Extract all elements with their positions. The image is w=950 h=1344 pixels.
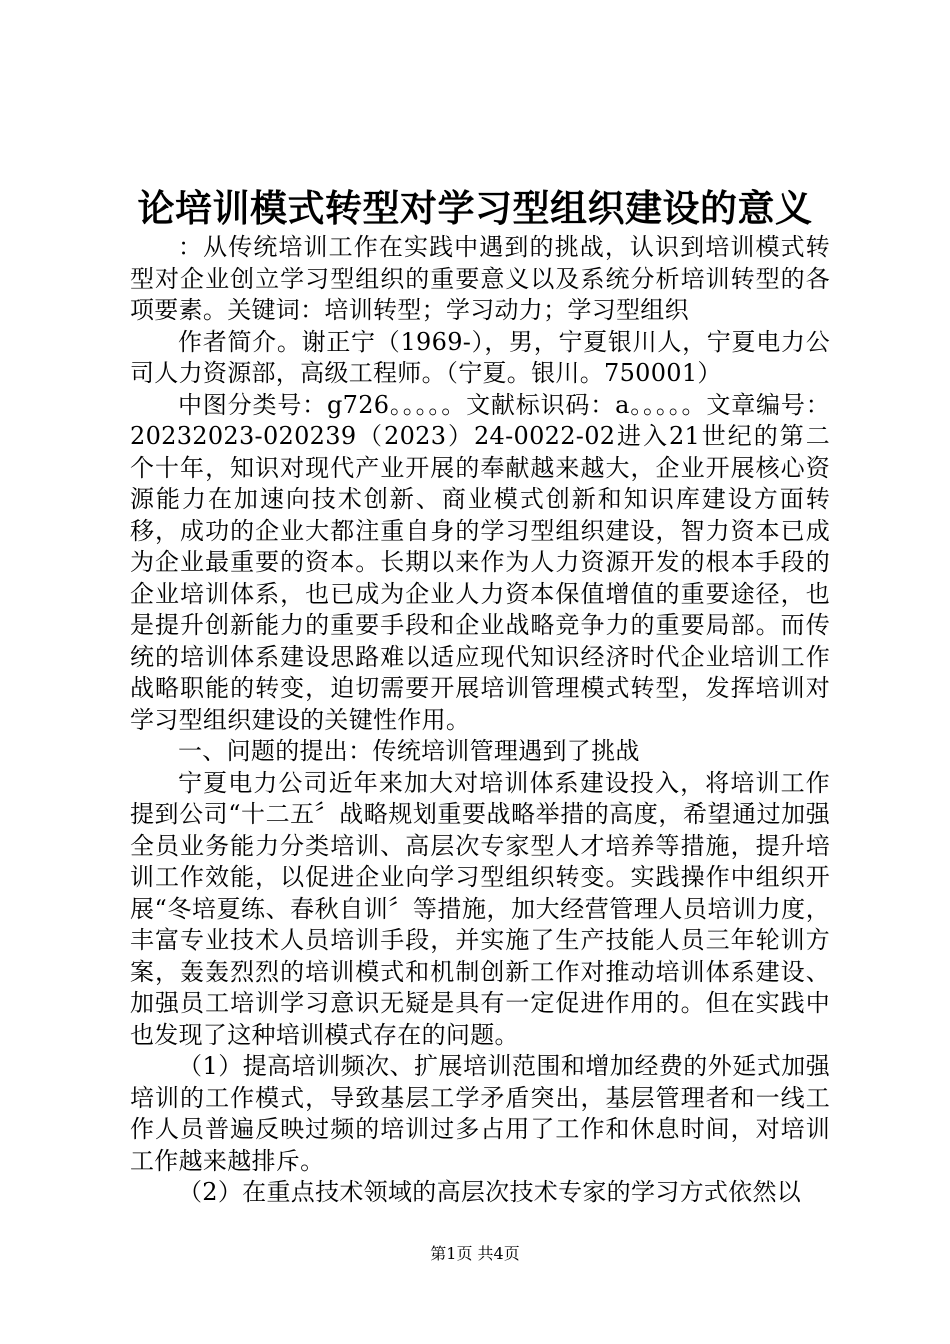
author-bio-paragraph: 作者简介。谢正宁（1969-），男，宁夏银川人，宁夏电力公司人力资源部，高级工程师。（宁夏。银川。750001） bbox=[130, 327, 830, 387]
list-item-2: （2）在重点技术领域的高层次技术专家的学习方式依然以 bbox=[178, 1178, 802, 1206]
document-body bbox=[130, 232, 830, 1209]
body-paragraph: 宁夏电力公司近年来加大对培训体系建设投入，将培训工作提到公司“十二五〞战略规划重要战略举措的高度，希望通过加强全员业务能力分类培训、高层次专家型人才培养等措施，提升培训工作效能，以促进企业向学习型组织转变。实践操作中组织开展“冬培夏练、春秋自训〞等措施，加大经营管理人员培训力度，丰富专业技术人员培训手段，并实施了生产技能人员三年轮训方案，轰轰烈烈的培训模式和机制创新工作对推动培训体系建设、加强员工培训学习意识无疑是具有一定促进作用的。但在实践中也发现了这种培训模式存在的问题。 bbox=[130, 768, 830, 1049]
intro-paragraph: 中图分类号：g726。。。。。文献标识码：a。。。。。文章编号：20232023-020239（2023）24-0022-02进入21世纪的第二个十年，知识对现代产业开展的奉献越来越大，企业开展核心资源能力在加速向技术创新、商业模式创新和知识库建设方面转移，成功的企业大都注重自身的学习型组织建设，智力资本已成为企业最重要的资本。长期以来作为人力资源开发的根本手段的企业培训体系，也已成为企业人力资本保值增值的重要途径，也是提升创新能力的重要手段和企业战略竞争力的重要局部。而传统的培训体系建设思路难以适应现代知识经济时代企业培训工作战略职能的转变，迫切需要开展培训管理模式转型，发挥培训对学习型组织建设的关键性作用。 bbox=[130, 390, 830, 734]
page-footer: 第1页 共4页 bbox=[430, 1244, 520, 1263]
document-title: 论培训模式转型对学习型组织建设的意义 bbox=[137, 186, 813, 230]
abstract-paragraph: ：从传统培训工作在实践中遇到的挑战，认识到培训模式转型对企业创立学习型组织的重要意义以及系统分析培训转型的各项要素。关键词：培训转型；学习动力；学习型组织 bbox=[130, 233, 830, 324]
section-heading: 一、问题的提出：传统培训管理遇到了挑战 bbox=[178, 737, 640, 765]
list-item-1: （1）提高培训频次、扩展培训范围和增加经费的外延式加强培训的工作模式，导致基层工学矛盾突出，基层管理者和一线工作人员普遍反映过频的培训过多占用了工作和休息时间，对培训工作越来越排斥。 bbox=[130, 1052, 830, 1175]
